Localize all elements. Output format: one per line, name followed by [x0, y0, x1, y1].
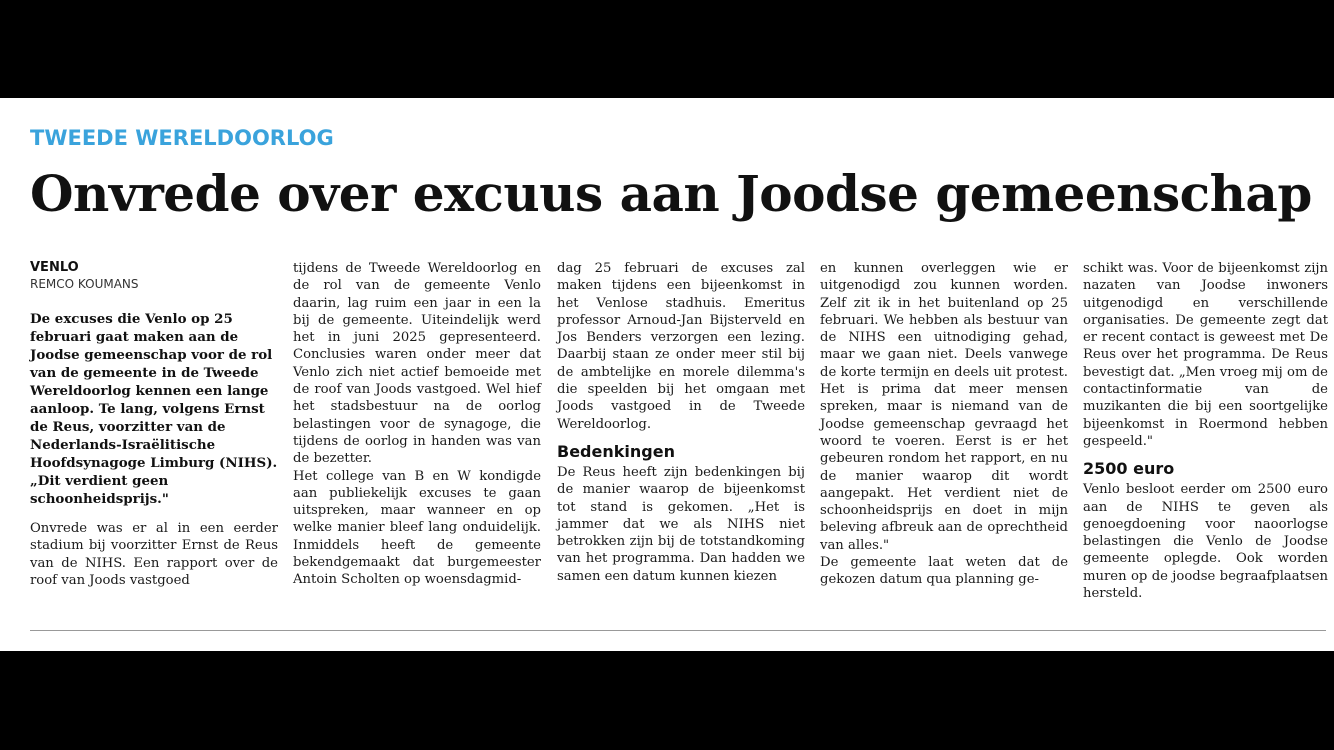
column-3 — [557, 260, 805, 585]
column-1 — [30, 260, 278, 589]
column-4 — [820, 260, 1068, 589]
body-paragraph: De gemeente laat weten dat de gekozen datum qua planning ge- — [820, 555, 1068, 588]
body-paragraph: De Reus heeft zijn bedenkingen bij de manier waarop de bijeenkomst tot stand is gekomen. „Het is jammer dat we als NIHS niet betrokken zijn bij de totstandkoming van het programma. Dan hadden we samen een datum kunnen kiezen — [557, 464, 805, 584]
column-2 — [293, 260, 541, 589]
subheading-2500-euro: 2500 euro — [1083, 459, 1175, 479]
body-paragraph: Het college van B en W kondigde aan publiekelijk excuses te gaan uitspreken, maar wanneer en op welke manier bleef lang onduidelijk. Inmiddels heeft de gemeente bekendgemaakt dat burgemeester Antoin Scholten op woensdagmid- — [293, 468, 541, 588]
section-kicker: TWEEDE WERELDOORLOG — [30, 126, 334, 150]
bottom-rule — [30, 630, 1326, 631]
body-paragraph: Onvrede was er al in een eerder stadium bij voorzitter Ernst de Reus van de NIHS. Een rapport over de roof van Joods vastgoed — [30, 521, 278, 588]
dateline: VENLO — [30, 260, 79, 275]
body-paragraph: tijdens de Tweede Wereldoorlog en de rol van de gemeente Venlo daarin, lag ruim een jaar in een la bij de gemeente. Uiteindelijk werd het in juni 2025 gepresenteerd. Conclusies waren onder meer dat Venlo zich niet actief bemoeide met de roof van Joods vastgoed. Wel hief het stadsbestuur na de oorlog belastingen voor de synagoge, die tijdens de oorlog in handen was van de bezetter. — [293, 261, 541, 467]
column-5 — [1083, 260, 1328, 602]
body-paragraph: dag 25 februari de excuses zal maken tijdens een bijeenkomst in het Venlose stadhuis. Emeritus professor Arnoud-Jan Bijsterveld en Jos Benders verzorgen een lezing. Daarbij staan ze onder meer stil bij de ambtelijke en morele dilemma's die speelden bij het omgaan met Joods vastgoed in de Tweede Wereldoorlog. — [557, 261, 805, 432]
headline: Onvrede over excuus aan Joodse gemeenschap — [30, 164, 1312, 223]
body-paragraph: schikt was. Voor de bijeenkomst zijn nazaten van Joodse inwoners uitgenodigd en verschillende organisaties. De gemeente zegt dat er recent contact is geweest met De Reus over het programma. De Reus bevestigt dat. „Men vroeg mij om de contactinformatie van de muzikanten die bij een soortgelijke bijeenkomst in Roermond hebben gespeeld." — [1083, 261, 1328, 449]
body-paragraph: Venlo besloot eerder om 2500 euro aan de NIHS te geven als genoegdoening voor naoorlogse belastingen die Venlo de Joodse gemeente oplegde. Ook worden muren op de joodse begraafplaatsen hersteld. — [1083, 482, 1328, 602]
newspaper-clipping — [0, 98, 1334, 651]
subheading-bedenkingen: Bedenkingen — [557, 441, 675, 461]
byline: REMCO KOUMANS — [30, 277, 139, 291]
body-paragraph: en kunnen overleggen wie er uitgenodigd zou kunnen worden. Zelf zit ik in het buitenland op 25 februari. We hebben als bestuur van de NIHS een uitnodiging gehad, maar we gaan niet. Deels vanwege de korte termijn en deels uit protest. Het is prima dat meer mensen spreken, maar is niemand van de Joodse gemeenschap gevraagd het woord te voeren. Eerst is er het gebeuren rondom het rapport, en nu de manier waarop dit wordt aangepakt. Het verdient niet de schoonheidsprijs en doet in mijn beleving afbreuk aan de oprechtheid van alles." — [820, 261, 1068, 553]
lead-paragraph: De excuses die Venlo op 25 februari gaat maken aan de Joodse gemeenschap voor de rol van de gemeente in de Tweede Wereldoorlog kennen een lange aanloop. Te lang, volgens Ernst de Reus, voorzitter van de Nederlands-Israëlitische Hoofdsynagoge Limburg (NIHS). „Dit verdient geen schoonheidsprijs." — [30, 311, 278, 507]
